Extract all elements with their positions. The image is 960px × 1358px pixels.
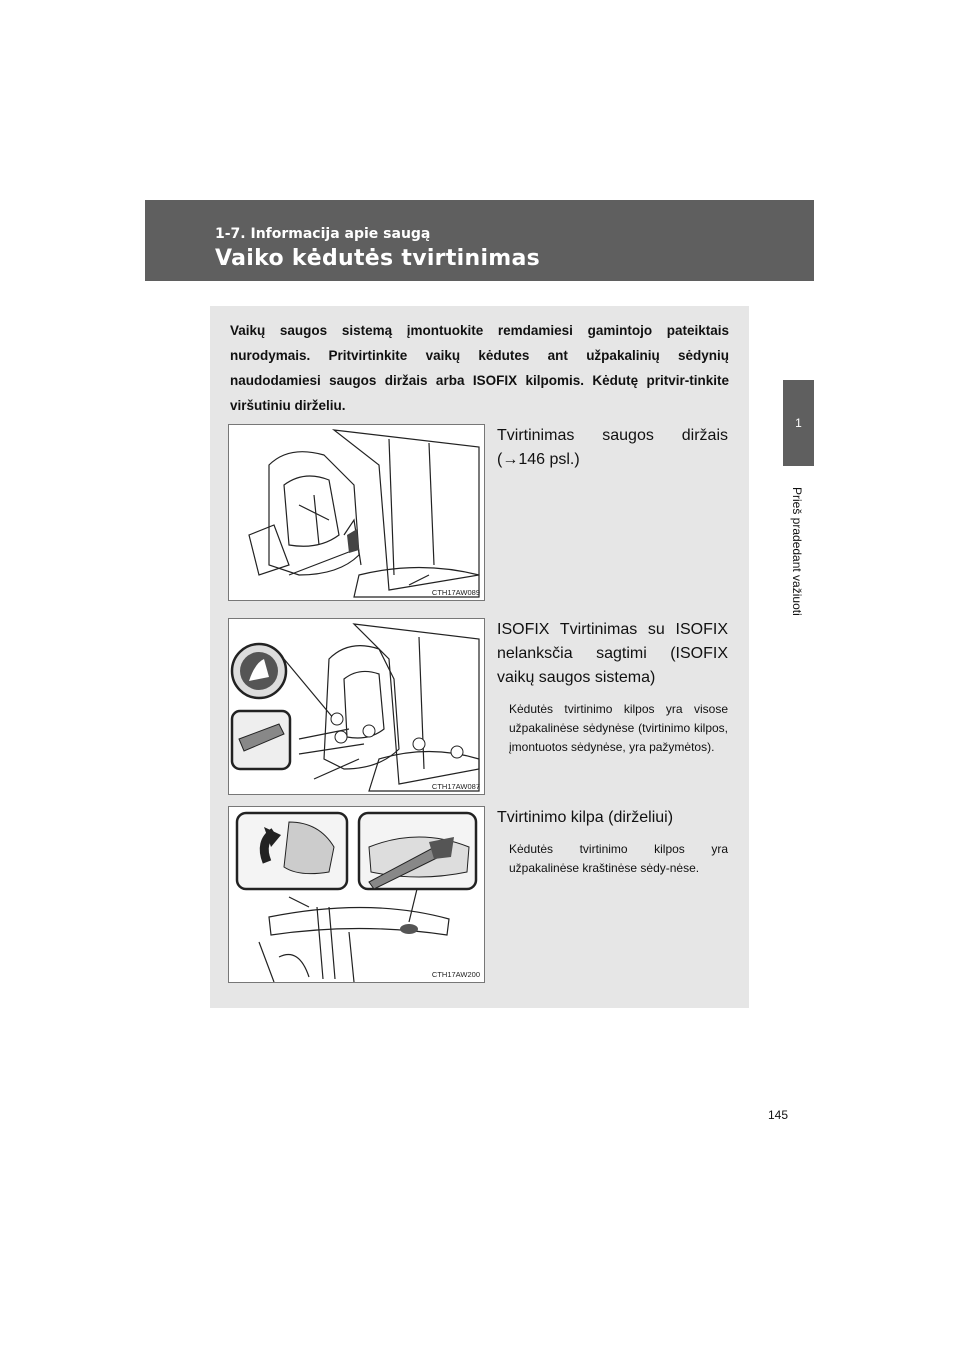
- page-number: 145: [767, 1108, 788, 1122]
- section-isofix: [497, 618, 728, 757]
- section-title: ISOFIX Tvirtinimas su ISOFIX nelanksčia sagtimi (ISOFIX vaikų saugos sistema): [497, 621, 728, 686]
- chapter-label: Prieš pradedant važiuoti: [790, 487, 804, 616]
- page-title: Vaiko kėdutės tvirtinimas: [215, 246, 541, 271]
- section-tether: [497, 806, 728, 878]
- figure-tether-anchor: [228, 806, 485, 983]
- section-title: Tvirtinimo kilpa (dirželiui): [497, 809, 674, 826]
- child-seat-belt-illustration: [229, 425, 484, 600]
- isofix-illustration: [229, 619, 484, 794]
- figure-seat-belt-installation: [228, 424, 485, 601]
- figure-isofix-installation: [228, 618, 485, 795]
- figure-code: CTH17AW200: [431, 970, 480, 979]
- section-title: Tvirtinimas saugos diržais (→146 psl.): [497, 427, 728, 468]
- chapter-tab: 1: [783, 380, 814, 466]
- figure-code: CTH17AW087: [431, 782, 480, 791]
- section-label: 1-7. Informacija apie saugą: [215, 226, 431, 242]
- intro-paragraph: Vaikų saugos sistemą įmontuokite remdamiesi gamintojo pateiktais nurodymais. Pritvirtinkite vaikų kėdutes ant užpakalinių sėdynių naudodamiesi saugos diržais arba ISOFIX kilpomis. Kėdutę pritvir-tinkite viršutiniu dirželiu.: [230, 323, 729, 413]
- section-note: Kėdutės tvirtinimo kilpos yra užpakalinėse kraštinėse sėdy-nėse.: [509, 842, 728, 875]
- section-note: Kėdutės tvirtinimo kilpos yra visose užpakalinėse sėdynėse (tvirtinimo kilpos, įmontuotos sėdynėse, yra pažymėtos).: [509, 702, 728, 754]
- tether-anchor-illustration: [229, 807, 484, 982]
- content-panel: [210, 306, 749, 1008]
- section-header: [145, 200, 814, 281]
- section-seat-belt: [497, 424, 728, 472]
- figure-code: CTH17AW089: [431, 588, 480, 597]
